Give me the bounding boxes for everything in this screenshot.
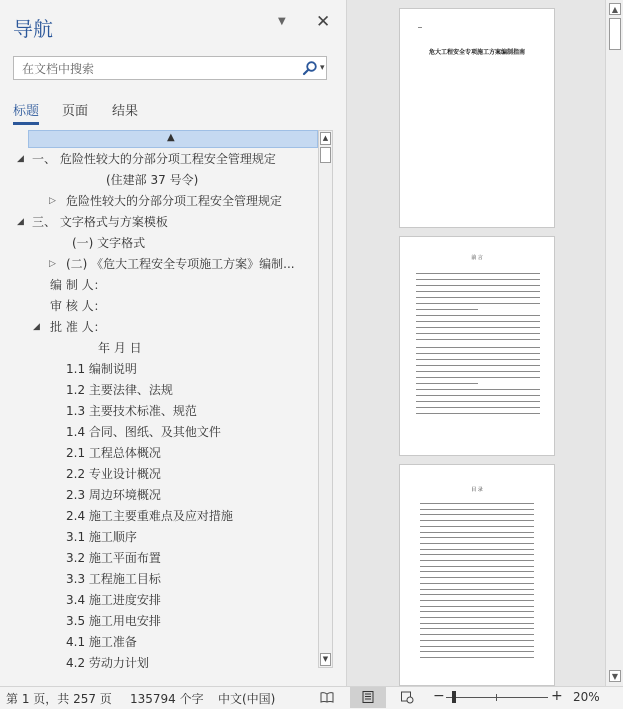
tab-results[interactable]: 结果 bbox=[112, 104, 139, 119]
document-scrollbar[interactable] bbox=[605, 0, 623, 686]
status-bar bbox=[0, 686, 623, 709]
text-line bbox=[416, 347, 540, 348]
active-tab-indicator bbox=[13, 122, 39, 125]
heading-item[interactable]: 4.2 劳动力计划 bbox=[66, 656, 149, 670]
text-line bbox=[416, 407, 540, 408]
text-line bbox=[416, 285, 540, 286]
language[interactable]: 中文(中国) bbox=[218, 692, 276, 706]
scroll-down-icon[interactable]: ▼ bbox=[320, 653, 331, 666]
text-line bbox=[420, 646, 534, 647]
search-icon[interactable] bbox=[302, 60, 318, 76]
heading-item[interactable]: 3.3 工程施工目标 bbox=[66, 572, 161, 586]
text-line bbox=[416, 339, 540, 340]
pane-options-dropdown-icon[interactable]: ▼ bbox=[278, 16, 286, 27]
page-2-title: 前 言 bbox=[471, 255, 483, 261]
heading-item[interactable]: 1.1 编制说明 bbox=[66, 362, 137, 376]
text-line bbox=[420, 560, 534, 561]
text-line bbox=[416, 291, 540, 292]
text-line bbox=[416, 401, 540, 402]
text-line bbox=[420, 514, 534, 515]
text-line bbox=[420, 628, 534, 629]
heading-item[interactable]: 1.2 主要法律、法规 bbox=[66, 383, 173, 397]
heading-item[interactable]: 3.1 施工顺序 bbox=[66, 530, 137, 544]
text-line bbox=[420, 606, 534, 607]
text-line bbox=[416, 395, 540, 396]
text-line bbox=[420, 543, 534, 544]
nav-scrollbar[interactable] bbox=[318, 130, 333, 668]
heading-tree bbox=[0, 130, 318, 670]
collapse-up-icon: ▲ bbox=[167, 132, 175, 143]
text-line bbox=[416, 321, 540, 322]
page-3-title: 目 录 bbox=[471, 487, 483, 493]
heading-item[interactable]: 审 核 人： bbox=[50, 299, 106, 313]
collapsed-triangle-icon[interactable]: ▷ bbox=[49, 196, 56, 206]
read-mode-icon[interactable] bbox=[320, 690, 334, 704]
text-line bbox=[416, 273, 540, 274]
document-page-3[interactable] bbox=[399, 464, 555, 686]
text-line bbox=[416, 279, 540, 280]
zoom-in-button[interactable]: + bbox=[551, 688, 563, 704]
zoom-slider-center-mark bbox=[496, 694, 497, 701]
text-line bbox=[420, 520, 534, 521]
text-line bbox=[420, 589, 534, 590]
heading-item[interactable]: 2.3 周边环境概况 bbox=[66, 488, 161, 502]
scroll-up-icon[interactable]: ▲ bbox=[320, 132, 331, 145]
heading-item[interactable]: 1.3 主要技术标准、规范 bbox=[66, 404, 197, 418]
web-layout-icon[interactable] bbox=[400, 690, 414, 704]
heading-item[interactable]: (二) 《危大工程安全专项施工方案》编制... bbox=[66, 257, 295, 271]
heading-item[interactable]: 2.4 施工主要重难点及应对措施 bbox=[66, 509, 233, 523]
text-line bbox=[420, 509, 534, 510]
text-line bbox=[420, 526, 534, 527]
text-line bbox=[416, 303, 540, 304]
heading-item[interactable]: 3.5 施工用电安排 bbox=[66, 614, 161, 628]
text-line bbox=[416, 383, 478, 384]
text-line bbox=[416, 371, 540, 372]
close-pane-icon[interactable]: ✕ bbox=[316, 12, 331, 32]
corner-mark bbox=[418, 27, 422, 28]
text-line bbox=[416, 297, 540, 298]
heading-item[interactable]: (住建部 37 号令) bbox=[106, 173, 199, 187]
document-page-2[interactable] bbox=[399, 236, 555, 456]
expanded-triangle-icon[interactable]: ◢ bbox=[33, 322, 40, 332]
heading-item[interactable]: 2.1 工程总体概况 bbox=[66, 446, 161, 460]
text-line bbox=[416, 359, 540, 360]
text-line bbox=[420, 583, 534, 584]
text-line bbox=[416, 327, 540, 328]
text-line bbox=[420, 651, 534, 652]
tab-pages[interactable]: 页面 bbox=[62, 104, 89, 119]
heading-item[interactable]: 3.4 施工进度安排 bbox=[66, 593, 161, 607]
heading-item[interactable]: 三、 文字格式与方案模板 bbox=[32, 215, 168, 229]
scroll-down-icon[interactable]: ▼ bbox=[609, 670, 621, 682]
heading-item[interactable]: 一、 危险性较大的分部分项工程安全管理规定 bbox=[32, 152, 276, 166]
print-layout-icon bbox=[361, 690, 375, 704]
heading-item[interactable]: 批 准 人： bbox=[50, 320, 106, 334]
text-line bbox=[420, 549, 534, 550]
word-count[interactable]: 135794 个字 bbox=[130, 692, 204, 706]
tab-headings[interactable]: 标题 bbox=[13, 104, 40, 119]
text-line bbox=[420, 537, 534, 538]
search-input[interactable] bbox=[20, 59, 294, 79]
collapsed-triangle-icon[interactable]: ▷ bbox=[49, 259, 56, 269]
text-line bbox=[416, 365, 540, 366]
text-line bbox=[420, 617, 534, 618]
collapse-all-bar[interactable] bbox=[28, 130, 318, 148]
text-line bbox=[420, 554, 534, 555]
search-box[interactable] bbox=[13, 56, 327, 80]
expanded-triangle-icon[interactable]: ◢ bbox=[17, 154, 24, 164]
text-line bbox=[416, 315, 540, 316]
document-page-1[interactable] bbox=[399, 8, 555, 228]
text-line bbox=[420, 503, 534, 504]
page-count[interactable]: 第 1 页，共 257 页 bbox=[6, 692, 112, 706]
text-line bbox=[420, 640, 534, 641]
text-line bbox=[416, 413, 540, 414]
text-line bbox=[416, 333, 540, 334]
text-line bbox=[416, 377, 540, 378]
text-line bbox=[416, 309, 478, 310]
zoom-slider[interactable] bbox=[446, 697, 548, 698]
text-line bbox=[420, 611, 534, 612]
print-layout-button[interactable] bbox=[350, 687, 386, 708]
heading-item[interactable]: 危险性较大的分部分项工程安全管理规定 bbox=[66, 194, 283, 208]
heading-item[interactable]: 编 制 人： bbox=[50, 278, 106, 292]
heading-item[interactable]: 年 月 日 bbox=[98, 341, 142, 355]
text-line bbox=[420, 623, 534, 624]
heading-item[interactable]: (一) 文字格式 bbox=[72, 236, 146, 250]
expanded-triangle-icon[interactable]: ◢ bbox=[17, 217, 24, 227]
zoom-level[interactable]: 20% bbox=[573, 690, 600, 704]
text-line bbox=[420, 566, 534, 567]
page-1-title: 危大工程安全专项施工方案编制指南 bbox=[428, 49, 525, 56]
scroll-up-icon[interactable]: ▲ bbox=[609, 3, 621, 15]
zoom-slider-thumb[interactable] bbox=[452, 691, 456, 703]
text-line bbox=[420, 532, 534, 533]
text-line bbox=[416, 389, 540, 390]
text-line bbox=[420, 657, 534, 658]
heading-item[interactable]: 1.4 合同、图纸、及其他文件 bbox=[66, 425, 221, 439]
text-line bbox=[416, 353, 540, 354]
text-line bbox=[420, 600, 534, 601]
text-line bbox=[420, 594, 534, 595]
navigation-pane-title: 导航 bbox=[13, 17, 53, 41]
text-line bbox=[420, 571, 534, 572]
zoom-out-button[interactable]: − bbox=[433, 688, 445, 704]
heading-item[interactable]: 4.1 施工准备 bbox=[66, 635, 137, 649]
document-page-view[interactable] bbox=[347, 0, 605, 686]
heading-item[interactable]: 2.2 专业设计概况 bbox=[66, 467, 161, 481]
scroll-thumb[interactable] bbox=[609, 18, 621, 50]
search-options-chevron-down-icon[interactable]: ▾ bbox=[320, 63, 325, 73]
text-line bbox=[420, 634, 534, 635]
heading-item[interactable]: 3.2 施工平面布置 bbox=[66, 551, 161, 565]
scroll-thumb[interactable] bbox=[320, 147, 331, 163]
text-line bbox=[420, 577, 534, 578]
